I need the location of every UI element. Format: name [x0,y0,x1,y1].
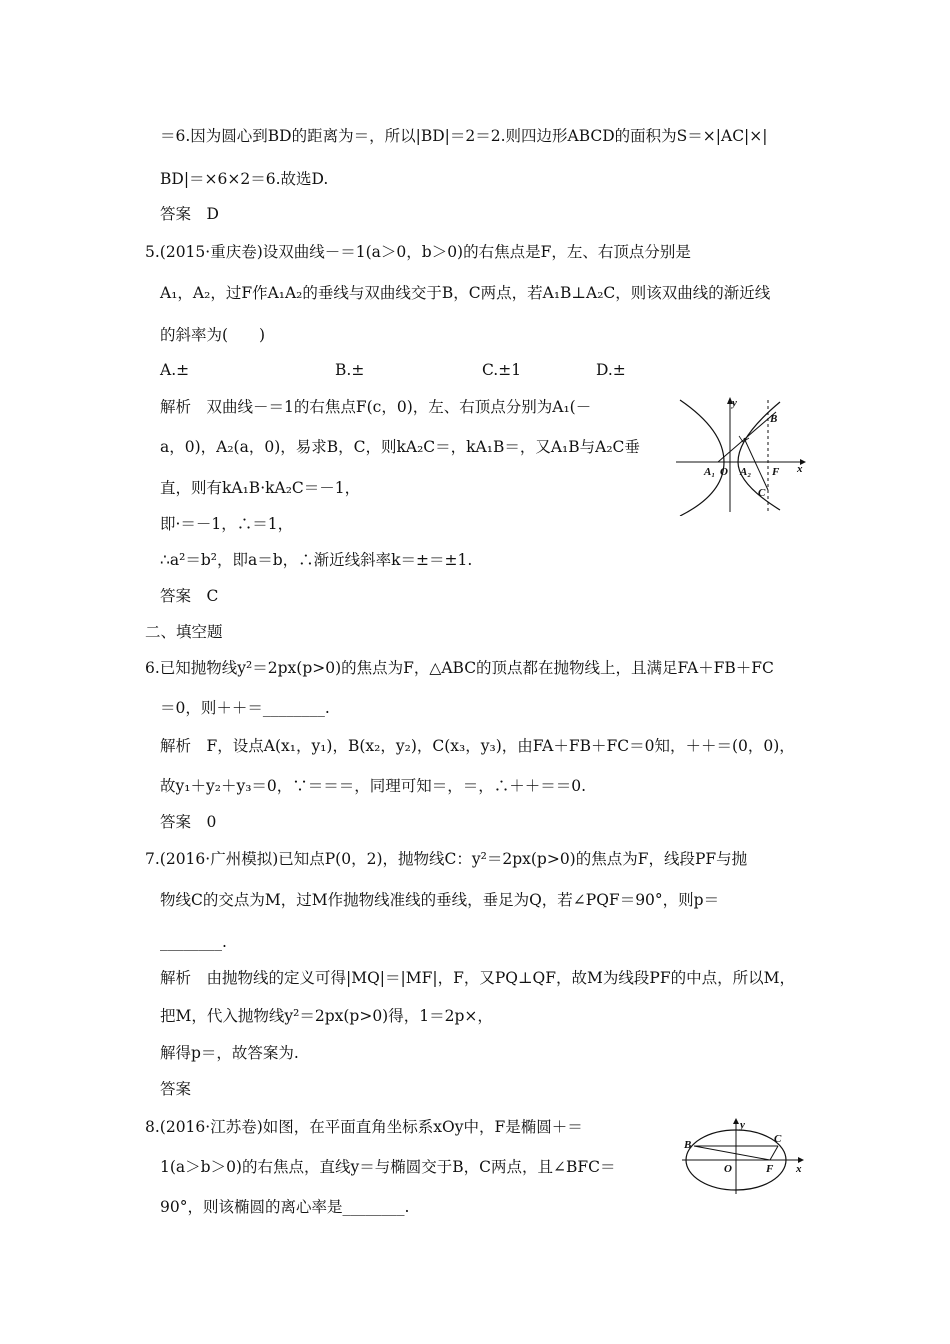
answer-line-6: 答案 0 [160,813,217,831]
label-b: B [684,1139,692,1151]
option-d: D.± [596,361,626,379]
label-o: O [720,466,728,478]
solution-7-line-2: 把M，代入抛物线y²＝2px(p>0)得，1＝2p×， [160,1007,493,1025]
question-8-line-3: 90°，则该椭圆的离心率是________. [160,1198,410,1216]
solution-5-line-5: ∴a²＝b²，即a＝b，∴渐近线斜率k＝±＝±1. [160,551,473,569]
question-8-line-2: 1(a＞b＞0)的右焦点，直线y＝与椭圆交于B，C两点，且∠BFC＝ [160,1158,616,1176]
question-8-line-1: 8.(2016·江苏卷)如图，在平面直角坐标系xOy中，F是椭圆＋＝ [145,1118,583,1136]
text-line-1: ＝6.因为圆心到BD的距离为＝，所以|BD|＝2＝2.则四边形ABCD的面积为S＝×|AC|×| [160,127,768,145]
label-f: F [766,1163,774,1175]
question-6-line-2: ＝0，则＋＋＝________. [160,699,330,717]
question-7-line-2: 物线C的交点为M，过M作抛物线准线的垂线，垂足为Q，若∠PQF＝90°，则p＝ [160,891,720,909]
solution-5-line-2: a，0)，A₂(a，0)，易求B，C，则kA₂C＝，kA₁B＝，又A₁B与A₂C垂 [160,438,640,456]
solution-7-line-3: 解得p＝，故答案为. [160,1044,299,1062]
option-b: B.± [335,361,365,379]
question-5-line-1: 5.(2015·重庆卷)设双曲线－＝1(a＞0，b＞0)的右焦点是F，左、右顶点分别是 [145,243,691,261]
label-c: C [758,487,766,499]
label-x: x [796,1163,802,1175]
question-5-line-2: A₁，A₂，过F作A₁A₂的垂线与双曲线交于B，C两点，若A₁B⊥A₂C，则该双曲线的渐近线 [160,284,771,302]
option-c: C.±1 [482,361,522,379]
text-line-2: BD|＝×6×2＝6.故选D. [160,170,329,188]
solution-6-line-2: 故y₁＋y₂＋y₃＝0，∵＝＝＝，同理可知＝，＝，∴＋＋＝＝0. [160,777,587,795]
question-7-line-1: 7.(2016·广州模拟)已知点P(0，2)，抛物线C：y²＝2px(p>0)的焦点为F，线段PF与抛 [145,850,748,868]
question-5-line-3: 的斜率为( ) [160,326,266,344]
label-x: x [797,463,803,475]
solution-5-line-1: 解析 双曲线－＝1的右焦点F(c，0)，左、右顶点分别为A₁(－ [160,398,592,416]
hyperbola-figure [672,392,812,516]
label-c: C [774,1133,782,1145]
answer-line-5: 答案 C [160,587,219,605]
solution-7-line-1: 解析 由抛物线的定义可得|MQ|＝|MF|，F，又PQ⊥QF，故M为线段PF的中点，所以M， [160,969,795,987]
solution-6-line-1: 解析 F，设点A(x₁，y₁)，B(x₂，y₂)，C(x₃，y₃)，由FA＋FB＋FC＝0知，＋＋＝(0，0)， [160,737,795,755]
option-a: A.± [160,361,190,379]
question-6-line-1: 6.已知抛物线y²＝2px(p>0)的焦点为F，△ABC的顶点都在抛物线上，且满足FA＋FB＋FC [145,659,774,677]
label-a1: A₁ [704,466,716,478]
label-y: y [740,1119,745,1131]
solution-5-line-4: 即·＝－1，∴＝1， [160,515,294,533]
ellipse-figure [678,1116,808,1196]
section-heading: 二、填空题 [145,623,223,641]
label-a2: A₂ [740,466,752,478]
label-f: F [772,466,780,478]
label-b: B [770,413,778,425]
answer-line-4: 答案 D [160,205,219,223]
label-y: y [732,397,737,409]
solution-5-line-3: 直，则有kA₁B·kA₂C＝－1， [160,479,361,497]
question-7-line-3: ________. [160,933,227,951]
label-o: O [724,1163,732,1175]
answer-line-7: 答案 [160,1080,192,1098]
